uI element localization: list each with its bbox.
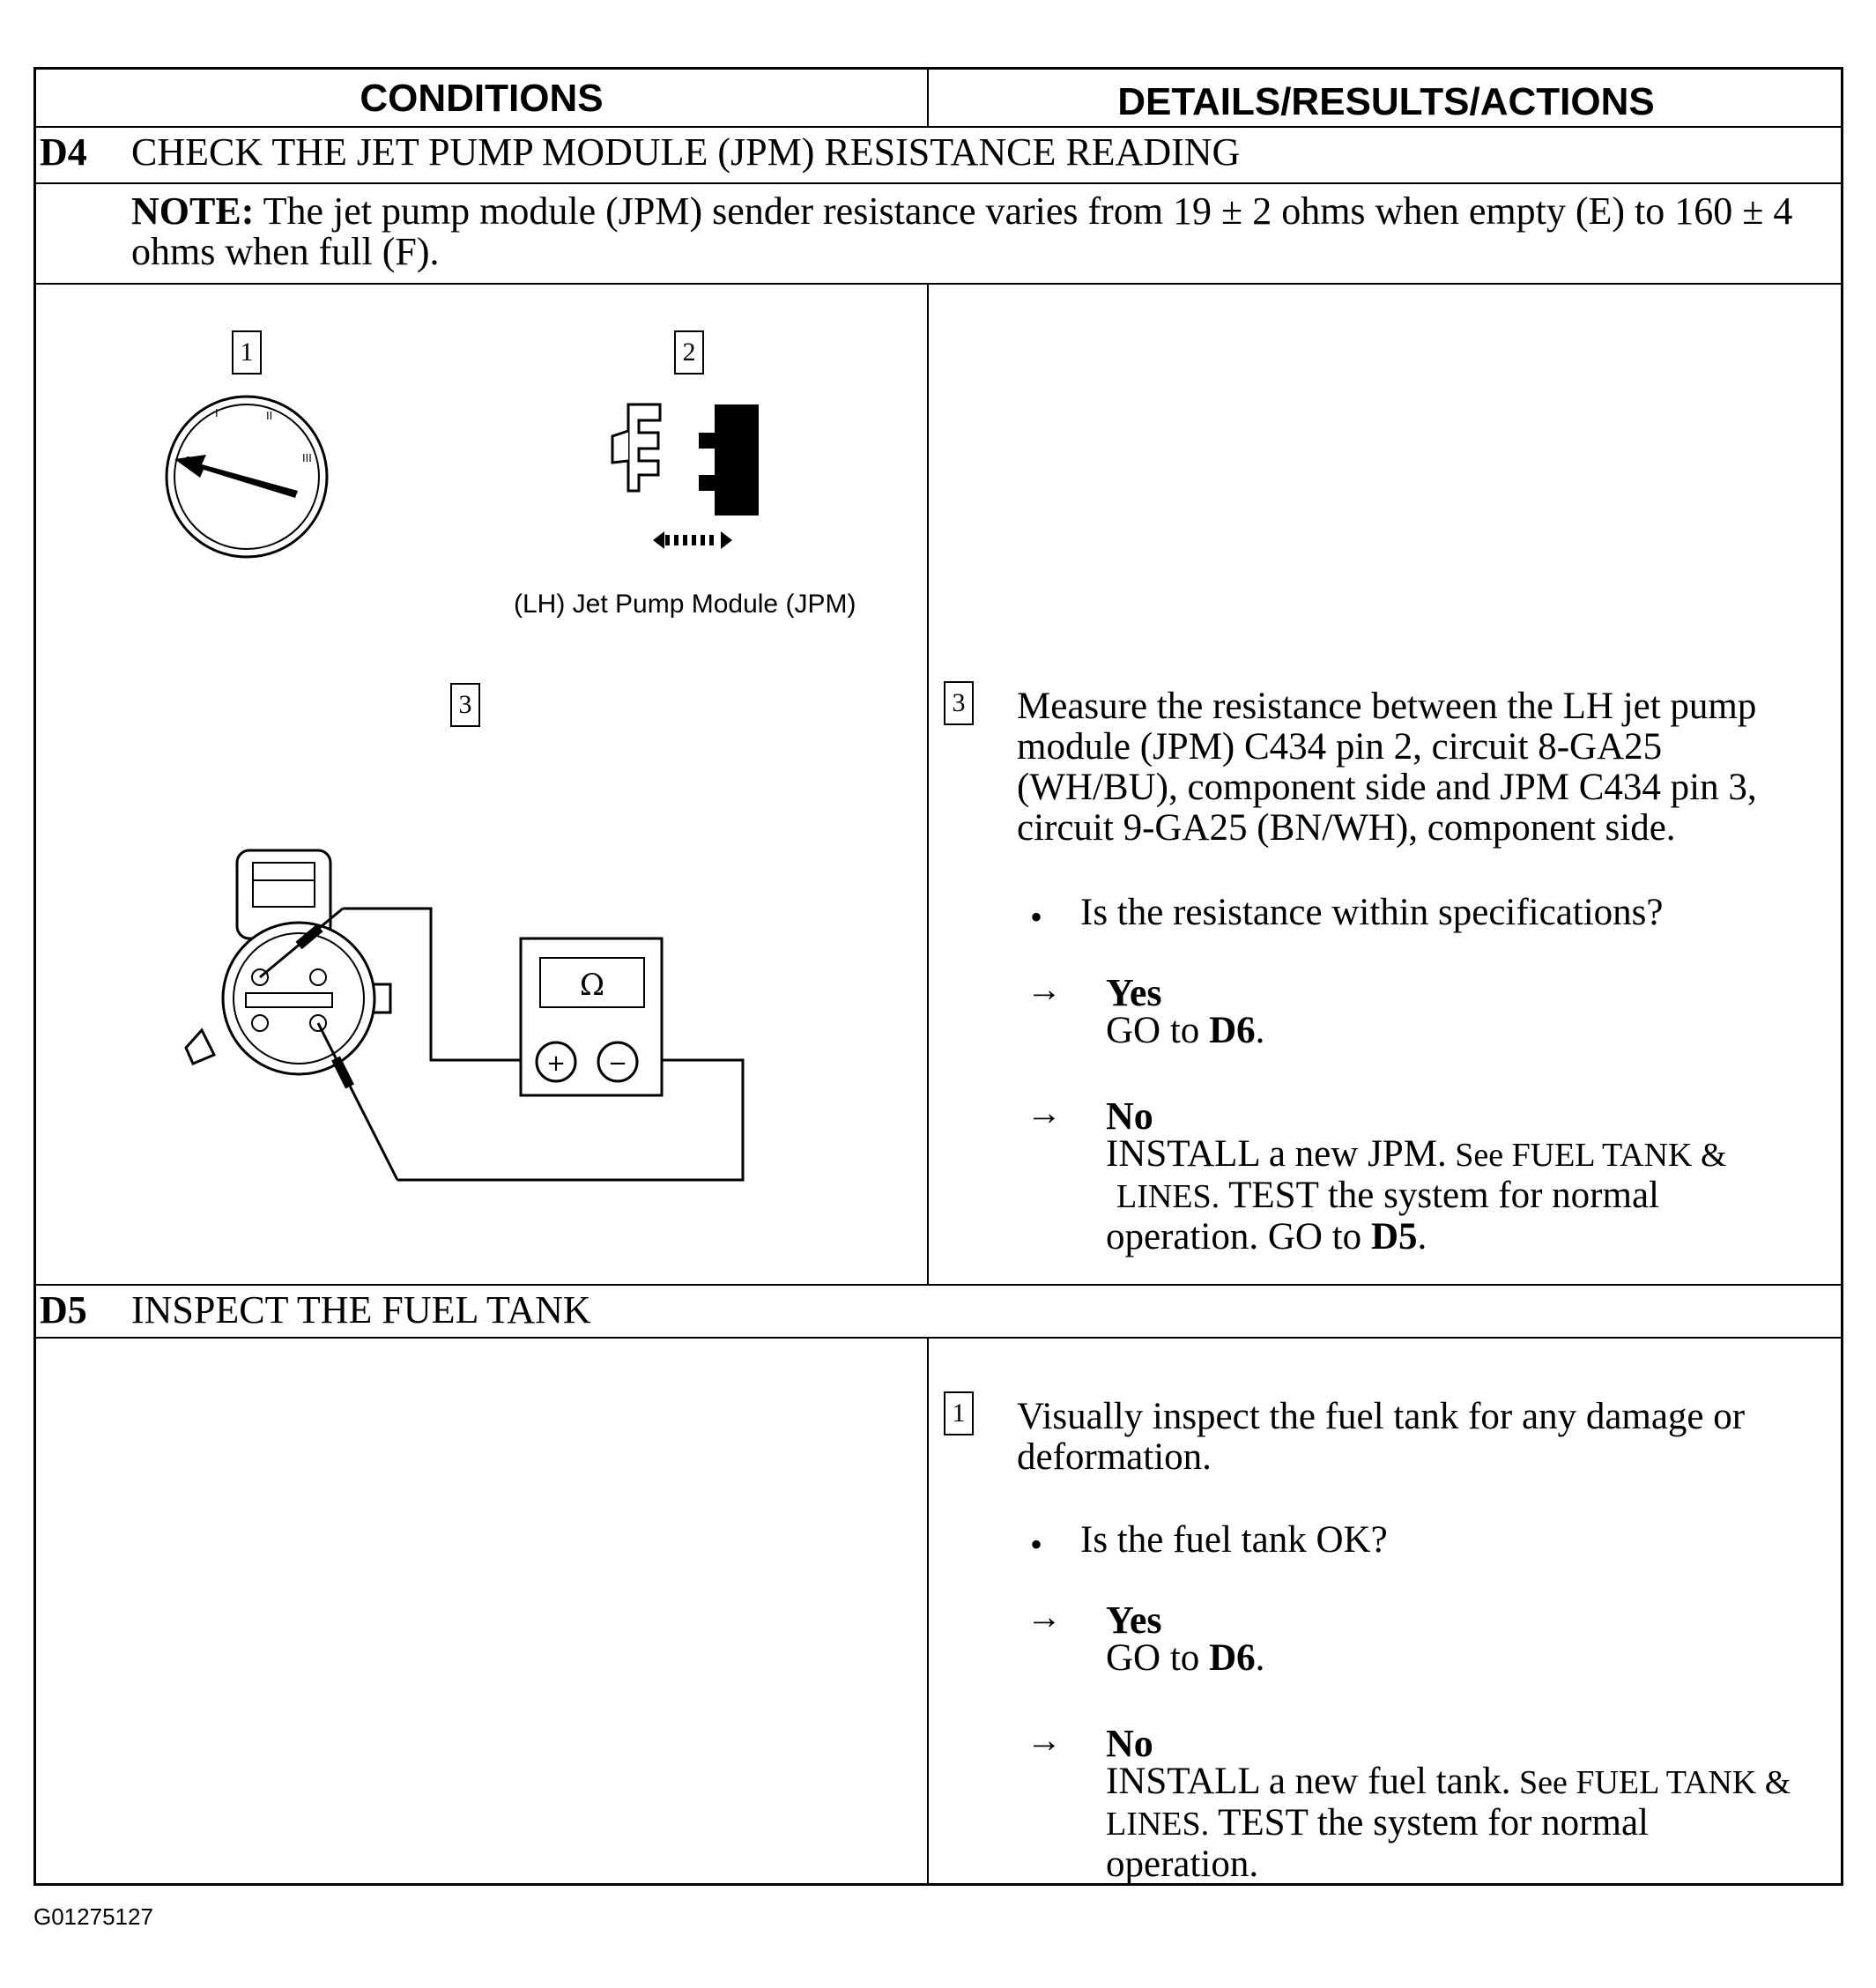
minus-terminal: − (608, 1050, 627, 1077)
figure-number-1: 1 (232, 330, 262, 375)
figure-id: G01275127 (33, 1903, 153, 1930)
d4-no-end: . (1417, 1216, 1427, 1257)
procedure-table (33, 67, 1843, 1886)
d4-no-label: No (1106, 1094, 1153, 1138)
d4-no-arrow: → (1027, 1093, 1062, 1132)
ignition-mark-3: III (302, 451, 312, 464)
d5-step-id: D5 (40, 1288, 87, 1332)
d4-no-test: TEST the system for normal (1220, 1175, 1659, 1216)
d4-question: Is the resistance within specifications? (1080, 892, 1664, 933)
d4-step-text: Measure the resistance between the LH jet pump module (JPM) C434 pin 2, circuit 8-GA25 (WH/BU), component side and JPM C434 pin 3, circuit 9-GA25 (BN/WH), component side. (1017, 686, 1757, 849)
d5-no-arrow: → (1027, 1720, 1062, 1760)
d4-no-see: See FUEL TANK & (1446, 1137, 1727, 1174)
ignition-mark-0: 0 (185, 454, 192, 467)
d5-no-label: No (1106, 1722, 1153, 1765)
d4-yes-label: Yes (1106, 971, 1162, 1014)
d5-yes-label: Yes (1106, 1599, 1162, 1642)
ohm-symbol: Ω (579, 968, 605, 1003)
d4-no-action (1106, 1134, 1811, 1257)
d5-no-action (1106, 1762, 1837, 1885)
d5-step-title: INSPECT THE FUEL TANK (131, 1288, 591, 1332)
d4-no-install: INSTALL a new JPM. (1106, 1133, 1447, 1175)
d5-step-text: Visually inspect the fuel tank for any damage or deformation. (1017, 1396, 1746, 1478)
d4-column-divider (927, 283, 929, 1284)
d5-step-number: 1 (944, 1391, 974, 1435)
d5-title-divider (36, 1337, 1841, 1339)
d4-yes-target: D6 (1209, 1010, 1256, 1051)
d5-yes-go: GO to (1106, 1637, 1210, 1679)
d5-question-bullet: • (1030, 1524, 1043, 1564)
figure-number-2: 2 (674, 330, 704, 375)
details-header: DETAILS/RESULTS/ACTIONS (1117, 80, 1655, 123)
d5-no-test: TEST the system for normal (1209, 1802, 1649, 1843)
d5-yes-action (1106, 1638, 1264, 1679)
note-label: NOTE: (131, 189, 255, 233)
d4-yes-arrow: → (1027, 969, 1062, 1009)
d5-yes-end: . (1255, 1637, 1265, 1679)
jpm-caption: (LH) Jet Pump Module (JPM) (514, 590, 856, 619)
resistance-measurement-diagram (36, 70, 927, 1284)
d4-end-divider (36, 1284, 1841, 1286)
ignition-mark-2: II (266, 409, 273, 422)
d5-yes-arrow: → (1027, 1597, 1062, 1636)
note-text: The jet pump module (JPM) sender resistance varies from 19 ± 2 ohms when empty (E) to 160 ± 4 ohms when full (F). (131, 189, 1793, 273)
plus-terminal: + (546, 1050, 566, 1077)
d5-no-see2: LINES. (1106, 1806, 1210, 1843)
d5-column-divider (927, 1337, 929, 1886)
d4-yes-action (1106, 1011, 1264, 1051)
figure-number-3: 3 (450, 683, 480, 727)
d4-yes-end: . (1255, 1010, 1265, 1051)
d4-step-id: D4 (40, 130, 87, 174)
d4-question-bullet: • (1030, 897, 1043, 937)
d4-step-title: CHECK THE JET PUMP MODULE (JPM) RESISTANCE READING (131, 130, 1241, 174)
conditions-header: CONDITIONS (360, 77, 604, 120)
d4-no-see2: LINES. (1116, 1178, 1220, 1215)
d4-yes-go: GO to (1106, 1010, 1210, 1051)
d5-no-see: See FUEL TANK & (1510, 1764, 1791, 1801)
d4-no-test2: operation. GO to (1106, 1216, 1371, 1257)
d5-question: Is the fuel tank OK? (1080, 1519, 1388, 1561)
d5-yes-target: D6 (1209, 1637, 1256, 1679)
ignition-mark-1: I (215, 406, 219, 419)
d4-step-number: 3 (944, 681, 974, 725)
d5-no-test2: operation. (1106, 1843, 1259, 1885)
d5-no-install: INSTALL a new fuel tank. (1106, 1761, 1511, 1802)
d4-no-target: D5 (1370, 1216, 1418, 1257)
